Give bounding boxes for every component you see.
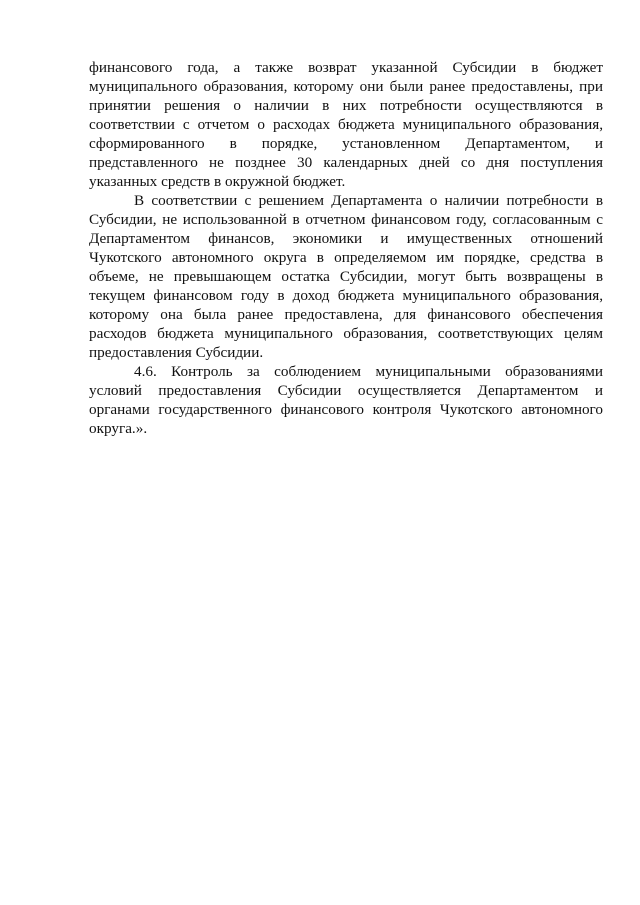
text-line: округа.». <box>89 420 148 437</box>
text-line: муниципального образования, которому они были ранее предоставлены, при <box>89 78 603 95</box>
text-line: финансового года, а также возврат указанной Субсидии в бюджет <box>89 59 603 76</box>
text-line: Департаментом финансов, экономики и имущественных отношений <box>89 230 603 247</box>
paragraph-1 <box>89 58 603 191</box>
text-line: сформированного в порядке, установленном Департаментом, и <box>89 135 603 152</box>
text-line: 4.6. Контроль за соблюдением муниципальными образованиями <box>134 363 603 380</box>
text-line: Субсидии, не использованной в отчетном финансовом году, согласованным с <box>89 211 603 228</box>
text-line: указанных средств в окружной бюджет. <box>89 173 346 190</box>
text-line: которому она была ранее предоставлена, для финансового обеспечения <box>89 306 603 323</box>
text-line: условий предоставления Субсидии осуществляется Департаментом и <box>89 382 603 399</box>
text-line: В соответствии с решением Департамента о наличии потребности в <box>134 192 603 209</box>
document-page <box>89 58 603 438</box>
text-line: соответствии с отчетом о расходах бюджета муниципального образования, <box>89 116 603 133</box>
paragraph-2 <box>89 191 603 362</box>
text-line: предоставления Субсидии. <box>89 344 264 361</box>
text-line: Чукотского автономного округа в определяемом им порядке, средства в <box>89 249 603 266</box>
paragraph-3 <box>89 362 603 438</box>
text-line: объеме, не превышающем остатка Субсидии, могут быть возвращены в <box>89 268 603 285</box>
text-line: текущем финансовом году в доход бюджета муниципального образования, <box>89 287 603 304</box>
text-line: органами государственного финансового контроля Чукотского автономного <box>89 401 603 418</box>
text-line: принятии решения о наличии в них потребности осуществляются в <box>89 97 603 114</box>
text-line: расходов бюджета муниципального образования, соответствующих целям <box>89 325 603 342</box>
text-line: представленного не позднее 30 календарных дней со дня поступления <box>89 154 603 171</box>
